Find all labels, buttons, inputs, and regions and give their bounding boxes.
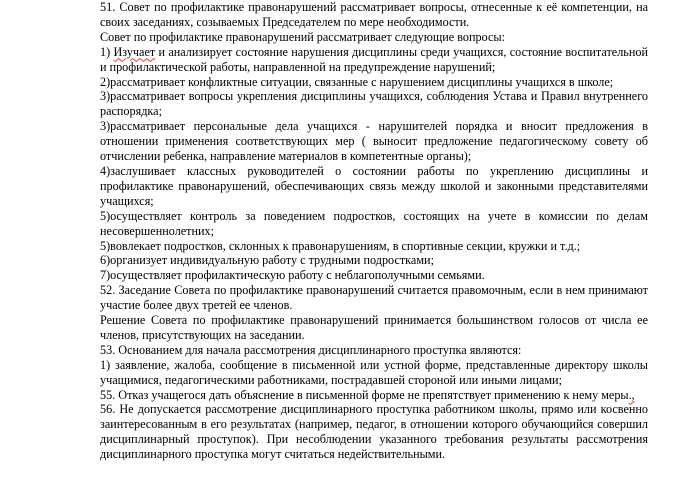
list-item-7: 7)осуществляет профилактическую работу с неблагополучными семьями. xyxy=(100,268,485,283)
paragraph-51: 51. Совет по профилактике правонарушений рассматривает вопросы, отнесенные к её компетенции, на своих заседаниях, созываемых Председателем по мере необходимости. xyxy=(100,0,648,29)
misspelled-word: Изучает xyxy=(113,44,156,59)
list-item-3a: 3)рассматривает вопросы укрепления дисциплины учащихся, соблюдения Устава и Правил внутреннего распорядка; xyxy=(100,89,648,119)
list-item-4: 4)заслушивает классных руководителей о состоянии работы по укреплению дисциплины и профилактике правонарушений, обеспечивающих связь между школой и законными представителями учащихся; xyxy=(100,163,648,208)
paragraph-52-decision: Решение Совета по профилактике правонарушений принимается большинством голосов от числа ее членов, присутствующих на заседании. xyxy=(100,313,648,342)
list-item-3b: 3)рассматривает персональные дела учащихся - нарушителей порядка и вносит предложения в отношении применения соответствующих мер ( выносит предложение педагогическому совету об отчислении ребенка, направление материалов в компетентные органы); xyxy=(100,119,648,164)
paragraph-52: 52. Заседание Совета по профилактике правонарушений считается правомочным, если в нем принимают участие более двух третей ее членов. xyxy=(100,283,648,313)
list-item-2: 2)рассматривает конфликтные ситуации, связанные с нарушением дисциплины учащихся в школе; xyxy=(100,74,614,89)
paragraph-53: 53. Основанием для начала рассмотрения дисциплинарного проступка являются: xyxy=(100,342,522,357)
list-item-1 xyxy=(100,45,648,75)
list-item-1-prefix: 1) xyxy=(100,44,114,59)
paragraph-56: 56. Не допускается рассмотрение дисциплинарного проступка работником школы, прямо или косвенно заинтересованным в его результатах (например, педагог, в отношении которого обучающийся совершил дисциплинарный проступок). При несоблюдении указанного требования результаты рассмотрения дисциплинарного проступка могут считаться недействительными. xyxy=(100,402,648,462)
paragraph-55 xyxy=(100,388,648,403)
list-item-5a: 5)осуществляет контроль за поведением подростков, состоящих на учете в комиссии по делам несовершеннолетних; xyxy=(100,208,648,238)
paragraph-51-intro: Совет по профилактике правонарушений рассматривает следующие вопросы: xyxy=(100,29,505,44)
list-item-5b: 5)вовлекает подростков, склонных к правонарушениям, в спортивные секции, кружки и т.д.; xyxy=(100,238,581,253)
paragraph-55-text: 55. Отказ учащегося дать объяснение в письменной форме не препятствует применению к нему меры xyxy=(100,387,629,402)
punctuation-error: ., xyxy=(628,387,635,402)
paragraph-53-item-1: 1) заявление, жалоба, сообщение в письменной или устной форме, представленные директору школы учащимися, педагогическими работниками, пострадавшей стороной или иными лицами; xyxy=(100,357,648,387)
document-body xyxy=(100,0,648,462)
list-item-1-text: и анализирует состояние нарушения дисциплины среди учащихся, состояние воспитательной и профилактической работы, направленной на предупреждение нарушений; xyxy=(100,44,648,74)
list-item-6: 6)организует индивидуальную работу с трудными подростками; xyxy=(100,253,434,268)
